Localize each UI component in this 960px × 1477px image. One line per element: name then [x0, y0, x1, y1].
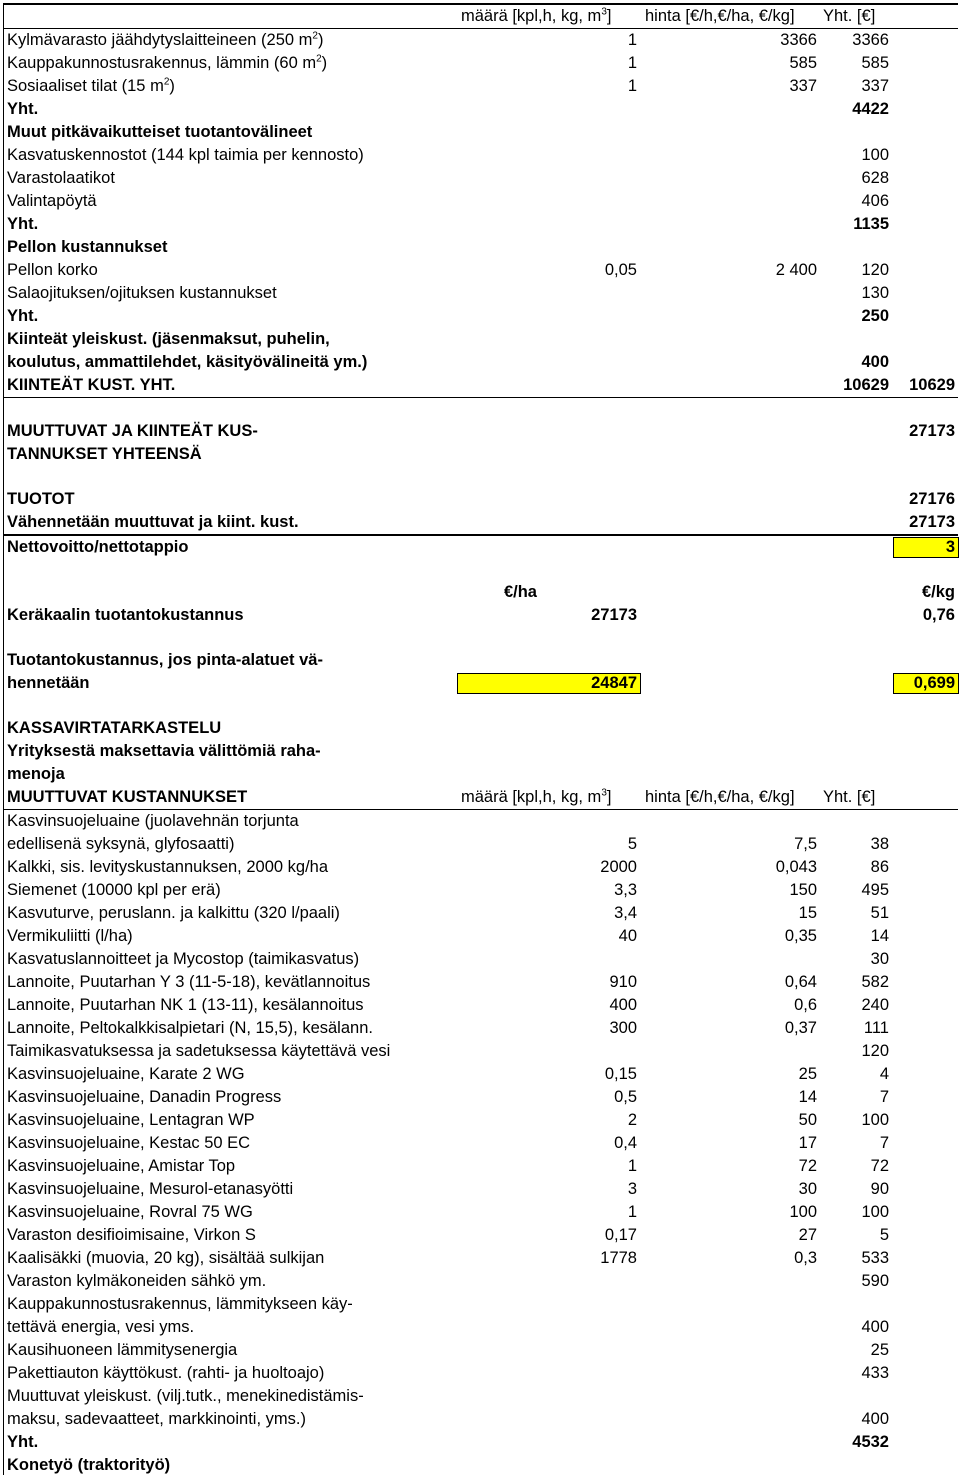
- table-row: [4, 75, 958, 98]
- row-label: tettävä energia, vesi yms.: [7, 1318, 195, 1336]
- table-row: [4, 925, 958, 948]
- row-total: 7: [879, 1088, 889, 1106]
- table-row: [4, 1040, 958, 1063]
- row-qty: 40: [618, 927, 637, 945]
- row-per-kg: 0,699: [913, 674, 955, 692]
- row-label: Lannoite, Peltokalkkisalpietari (N, 15,5), kesälann.: [7, 1019, 373, 1037]
- row-qty: 3,3: [614, 881, 637, 899]
- row-price: 15: [798, 904, 817, 922]
- table-row: [4, 1270, 958, 1293]
- row-label: Pellon korko: [7, 261, 98, 279]
- row-total: 433: [861, 1364, 889, 1382]
- total-header: Yht. [€]: [823, 7, 876, 25]
- row-qty: 1: [627, 77, 637, 95]
- row-label: Kasvuturve, peruslann. ja kalkittu (320 l/paali): [7, 904, 340, 922]
- row-qty: 5: [627, 835, 637, 853]
- row-price: 14: [798, 1088, 817, 1106]
- section-title: Pellon kustannukset: [7, 238, 168, 256]
- row-label: TANNUKSET YHTEENSÄ: [7, 445, 202, 463]
- row-qty: 1778: [600, 1249, 637, 1267]
- row-label: Valintapöytä: [7, 192, 97, 210]
- row-qty: 1: [627, 31, 637, 49]
- row-label: Muuttuvat yleiskust. (vilj.tutk., menekinedistämis-: [7, 1387, 364, 1405]
- row-total: 585: [861, 54, 889, 72]
- table-row: [4, 1201, 958, 1224]
- qty-header: määrä [kpl,h, kg, $m^3$]: [461, 787, 612, 806]
- row-extra-total: 27173: [909, 422, 955, 440]
- row-label: Yht.: [7, 307, 39, 325]
- row-total: 90: [870, 1180, 889, 1198]
- row-label: Lannoite, Puutarhan Y 3 (11-5-18), kevätlannoitus: [7, 973, 371, 991]
- table-row: [4, 672, 958, 695]
- row-qty: 910: [609, 973, 637, 991]
- row-price: 2 400: [775, 261, 817, 279]
- spacer-row: [4, 695, 958, 717]
- row-total: 3366: [852, 31, 889, 49]
- row-total: 590: [861, 1272, 889, 1290]
- row-qty: 0,15: [604, 1065, 637, 1083]
- row-label: Taimikasvatuksessa ja sadetuksessa käytettävä vesi: [7, 1042, 391, 1060]
- row-total: 130: [861, 284, 889, 302]
- row-price: 150: [789, 881, 817, 899]
- row-label: Kasvinsuojeluaine, Mesurol-etanasyötti: [7, 1180, 294, 1198]
- spacer-row: [4, 398, 958, 420]
- row-label: Kalkki, sis. levityskustannuksen, 2000 kg/ha: [7, 858, 329, 876]
- total-row: [4, 374, 958, 398]
- row-extra-total: 27173: [909, 513, 955, 531]
- row-label: Tuotantokustannus, jos pinta-alatuet vä-: [7, 651, 323, 669]
- row-qty: 0,5: [614, 1088, 637, 1106]
- table-row: [4, 810, 958, 833]
- table-row: [4, 1408, 958, 1431]
- row-label: Yht.: [7, 100, 39, 118]
- row-label: Keräkaalin tuotantokustannus: [7, 606, 244, 624]
- table-row: [4, 1086, 958, 1109]
- table-row: [4, 902, 958, 925]
- row-label: edellisenä syksynä, glyfosaatti): [7, 835, 235, 853]
- row-label: Sosiaaliset tilat (15 $m^2$): [7, 76, 175, 95]
- row-total: 582: [861, 973, 889, 991]
- section-title: Muut pitkävaikutteiset tuotantovälineet: [7, 123, 313, 141]
- row-total: 406: [861, 192, 889, 210]
- table-row: [4, 351, 958, 374]
- row-per-kg: 0,76: [922, 606, 955, 624]
- table-row: [4, 948, 958, 971]
- row-label: Kasvinsuojeluaine, Danadin Progress: [7, 1088, 282, 1106]
- row-total: 400: [861, 1410, 889, 1428]
- row-label: Kasvinsuojeluaine, Rovral 75 WG: [7, 1203, 253, 1221]
- row-total: 120: [861, 261, 889, 279]
- price-header: hinta [€/h,€/ha, €/kg]: [645, 7, 795, 25]
- row-label: Kasvinsuojeluaine, Lentagran WP: [7, 1111, 255, 1129]
- row-label: Varastolaatikot: [7, 169, 115, 187]
- table-row: [4, 604, 958, 627]
- row-total: 51: [870, 904, 889, 922]
- row-label: TUOTOT: [7, 490, 75, 508]
- row-qty: 1: [627, 1203, 637, 1221]
- row-price: 27: [798, 1226, 817, 1244]
- table-row: [4, 1109, 958, 1132]
- row-price: 0,043: [775, 858, 817, 876]
- row-total: 4422: [852, 100, 889, 118]
- row-total: 250: [861, 307, 889, 325]
- table-row: [4, 259, 958, 282]
- row-label: Kasvinsuojeluaine (juolavehnän torjunta: [7, 812, 299, 830]
- table-row: [4, 29, 958, 52]
- table-row: [4, 1132, 958, 1155]
- row-qty: 1: [627, 1157, 637, 1175]
- row-total: 4: [879, 1065, 889, 1083]
- table-row: [4, 1155, 958, 1178]
- row-label: Pakettiauton käyttökust. (rahti- ja huoltoajo): [7, 1364, 325, 1382]
- table-row: [4, 443, 958, 466]
- row-label: Nettovoitto/nettotappio: [7, 538, 189, 556]
- row-total: 25: [870, 1341, 889, 1359]
- table-row: [4, 1063, 958, 1086]
- row-label: Yht.: [7, 215, 39, 233]
- row-label: Kasvatuskennostot (144 kpl taimia per kennosto): [7, 146, 364, 164]
- row-total: 400: [861, 353, 889, 371]
- row-total: 4532: [852, 1433, 889, 1451]
- row-extra-total: 10629: [909, 376, 955, 394]
- row-label: Kaalisäkki (muovia, 20 kg), sisältää sulkijan: [7, 1249, 325, 1267]
- row-qty: 0,05: [604, 261, 637, 279]
- table-row: [4, 52, 958, 75]
- row-price: 100: [789, 1203, 817, 1221]
- row-qty: 300: [609, 1019, 637, 1037]
- row-total: 30: [870, 950, 889, 968]
- spacer-row: [4, 627, 958, 649]
- row-price: [641, 1270, 817, 1293]
- table-row: [4, 488, 958, 511]
- row-label: Kasvinsuojeluaine, Amistar Top: [7, 1157, 236, 1175]
- row-total: 100: [861, 146, 889, 164]
- row-label: koulutus, ammattilehdet, käsityövälineitä ym.): [7, 353, 368, 371]
- table-row: [4, 511, 958, 536]
- row-label: Varaston kylmäkoneiden sähkö ym.: [7, 1272, 267, 1290]
- row-label: hennetään: [7, 674, 90, 692]
- row-total: 337: [861, 77, 889, 95]
- table-row: [4, 994, 958, 1017]
- row-total: 120: [861, 1042, 889, 1060]
- row-qty: 3,4: [614, 904, 637, 922]
- row-price: 0,3: [794, 1249, 817, 1267]
- table-row: [4, 1293, 958, 1316]
- row-per-ha: 24847: [591, 674, 637, 692]
- table-row: menoja: [7, 765, 65, 783]
- per-kg-header: €/kg: [921, 583, 955, 601]
- spacer-row: [4, 559, 958, 581]
- table-row: [4, 420, 958, 443]
- row-price: 30: [798, 1180, 817, 1198]
- row-qty: [457, 948, 637, 971]
- total-header: Yht. [€]: [823, 788, 876, 806]
- row-total: 240: [861, 996, 889, 1014]
- table-row: [4, 190, 958, 213]
- price-header: hinta [€/h,€/ha, €/kg]: [645, 788, 795, 806]
- table-row: [4, 1339, 958, 1362]
- spacer-row: [4, 466, 958, 488]
- row-total: 38: [870, 835, 889, 853]
- row-label: Kauppakunnostusrakennus, lämmin (60 $m^2$): [7, 53, 328, 72]
- row-total: 86: [870, 858, 889, 876]
- row-total: 5: [879, 1226, 889, 1244]
- row-label: Yht.: [7, 1433, 39, 1451]
- subtotal-row: [4, 305, 958, 328]
- row-total: 7: [879, 1134, 889, 1152]
- row-label: Kylmävarasto jäähdytyslaitteineen (250 $m^2$): [7, 30, 324, 49]
- row-label: Vähennetään muuttuvat ja kiint. kust.: [7, 513, 299, 531]
- row-total: 533: [861, 1249, 889, 1267]
- subtotal-row: [4, 213, 958, 236]
- row-price: [641, 1040, 817, 1063]
- table-row: [4, 1362, 958, 1385]
- row-qty: [457, 1270, 637, 1293]
- table-row: [4, 1385, 958, 1408]
- row-label: Kasvinsuojeluaine, Kestac 50 EC: [7, 1134, 251, 1152]
- table-row: [4, 833, 958, 856]
- row-price: 3366: [780, 31, 817, 49]
- row-label: Kausihuoneen lämmitysenergia: [7, 1341, 238, 1359]
- row-qty: 3: [627, 1180, 637, 1198]
- table-row: [4, 649, 958, 672]
- row-label: Salaojituksen/ojituksen kustannukset: [7, 284, 277, 302]
- row-price: 0,37: [784, 1019, 817, 1037]
- row-label: Vermikuliitti (l/ha): [7, 927, 133, 945]
- row-label: Varaston desifioimisaine, Virkon S: [7, 1226, 256, 1244]
- subtotal-row: [4, 1431, 958, 1454]
- row-price: 0,64: [784, 973, 817, 991]
- table-row: Yrityksestä maksettavia välittömiä raha-: [7, 742, 321, 760]
- row-price: 337: [789, 77, 817, 95]
- row-qty: 2000: [600, 858, 637, 876]
- table-header: [4, 5, 958, 29]
- row-label: Kasvatuslannoitteet ja Mycostop (taimikasvatus): [7, 950, 360, 968]
- row-total: 14: [870, 927, 889, 945]
- row-total: 10629: [843, 376, 889, 394]
- row-total: 628: [861, 169, 889, 187]
- unit-header-row: [4, 581, 958, 604]
- row-total: 111: [863, 1019, 889, 1037]
- row-total: 495: [861, 881, 889, 899]
- table-row: [4, 328, 958, 351]
- spreadsheet: [3, 3, 958, 1475]
- table-row: [4, 1316, 958, 1339]
- table-row: [4, 144, 958, 167]
- table-row: [4, 536, 958, 559]
- row-total: 400: [861, 1318, 889, 1336]
- row-price: 50: [798, 1111, 817, 1129]
- row-price: 25: [798, 1065, 817, 1083]
- table-row: [4, 1224, 958, 1247]
- qty-header: määrä [kpl,h, kg, $m^3$]: [461, 6, 612, 25]
- row-qty: 0,17: [604, 1226, 637, 1244]
- row-total: 100: [861, 1111, 889, 1129]
- row-price: 7,5: [794, 835, 817, 853]
- table-header: [4, 786, 958, 810]
- row-price: 17: [798, 1134, 817, 1152]
- row-label: Kiinteät yleiskust. (jäsenmaksut, puhelin,: [7, 330, 330, 348]
- table-row: [4, 971, 958, 994]
- row-label: maksu, sadevaatteet, markkinointi, yms.): [7, 1410, 306, 1428]
- row-price: 0,6: [794, 996, 817, 1014]
- table-row: [4, 1247, 958, 1270]
- table-row: [4, 879, 958, 902]
- row-total: 72: [870, 1157, 889, 1175]
- row-qty: 0,4: [614, 1134, 637, 1152]
- table-row: [4, 856, 958, 879]
- subtotal-row: [4, 98, 958, 121]
- row-price: [641, 948, 817, 971]
- row-label: MUUTTUVAT JA KIINTEÄT KUS-: [7, 422, 258, 440]
- table-row: [4, 1178, 958, 1201]
- row-qty: 400: [609, 996, 637, 1014]
- table-row: [4, 1017, 958, 1040]
- row-extra-total: 3: [945, 538, 955, 556]
- variable-cost-list: [4, 856, 958, 1293]
- row-extra-total: 27176: [909, 490, 955, 508]
- row-price: 585: [789, 54, 817, 72]
- section-title: MUUTTUVAT KUSTANNUKSET: [7, 788, 248, 806]
- section-title: KASSAVIRTATARKASTELU: [7, 719, 222, 737]
- row-qty: [457, 1040, 637, 1063]
- section-title: Konetyö (traktorityö): [7, 1456, 171, 1474]
- per-ha-header: €/ha: [503, 583, 537, 601]
- row-price: 72: [798, 1157, 817, 1175]
- row-label: Kasvinsuojeluaine, Karate 2 WG: [7, 1065, 245, 1083]
- row-price: 0,35: [784, 927, 817, 945]
- row-label: KIINTEÄT KUST. YHT.: [7, 376, 176, 394]
- table-row: [4, 282, 958, 305]
- row-total: 1135: [853, 215, 889, 233]
- row-per-ha: 27173: [591, 606, 637, 624]
- row-total: 100: [861, 1203, 889, 1221]
- row-label: Lannoite, Puutarhan NK 1 (13-11), kesälannoitus: [7, 996, 364, 1014]
- row-qty: 1: [627, 54, 637, 72]
- table-row: [4, 167, 958, 190]
- row-qty: 2: [627, 1111, 637, 1129]
- row-label: Siemenet (10000 kpl per erä): [7, 881, 221, 899]
- row-label: Kauppakunnostusrakennus, lämmitykseen käy-: [7, 1295, 353, 1313]
